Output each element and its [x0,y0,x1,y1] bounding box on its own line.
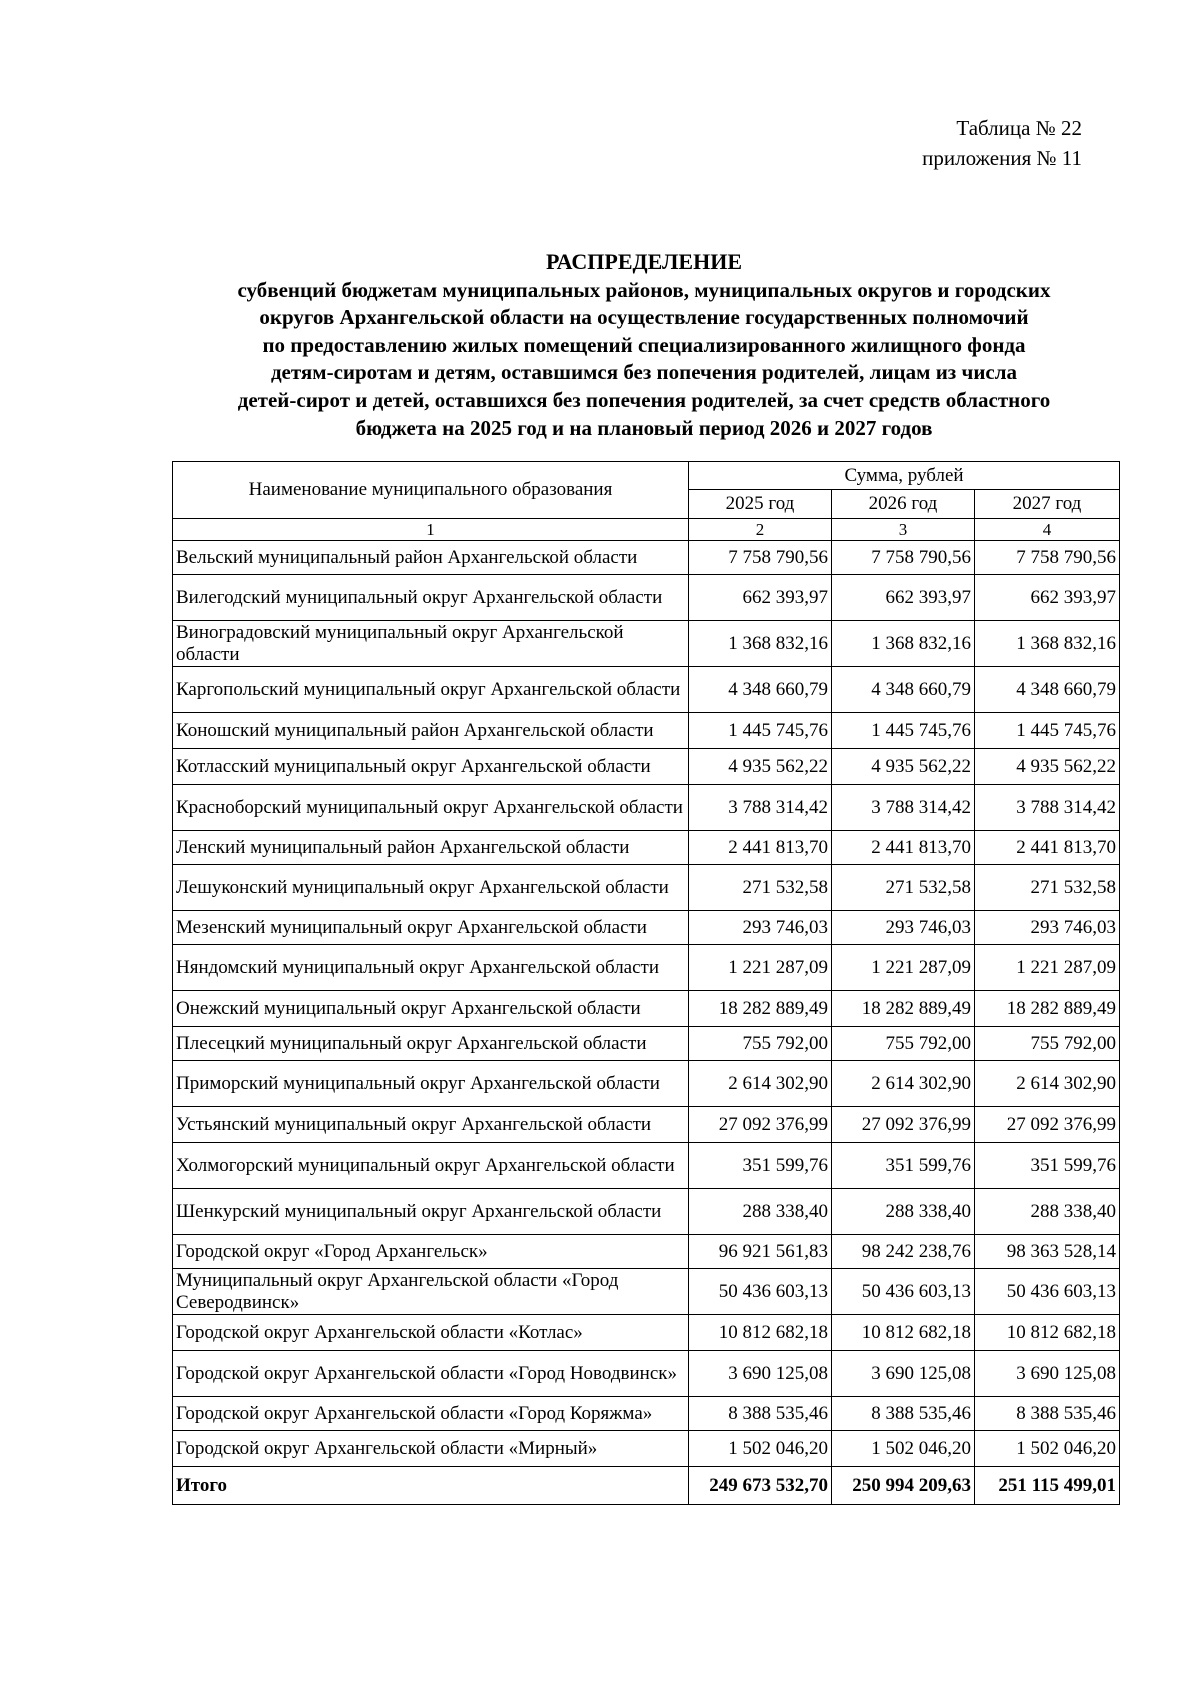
amount-2026: 7 758 790,56 [832,541,975,575]
municipality-name: Няндомский муниципальный округ Архангельской области [173,945,689,991]
table-row [173,1431,1120,1467]
amount-2027: 662 393,97 [975,575,1120,621]
amount-2027: 98 363 528,14 [975,1235,1120,1269]
amount-2025: 1 368 832,16 [689,621,832,667]
table-row [173,1397,1120,1431]
table-reference [922,113,1082,173]
municipality-name: Вилегодский муниципальный округ Архангельской области [173,575,689,621]
table-row [173,1027,1120,1061]
total-amount-2026: 250 994 209,63 [832,1467,975,1505]
column-header-year: 2026 год [832,490,975,519]
amount-2027: 4 348 660,79 [975,667,1120,713]
amount-2025: 1 445 745,76 [689,713,832,749]
amount-2025: 2 614 302,90 [689,1061,832,1107]
table-row [173,667,1120,713]
municipality-name: Вельский муниципальный район Архангельской области [173,541,689,575]
table-row [173,575,1120,621]
table-row [173,713,1120,749]
amount-2025: 2 441 813,70 [689,831,832,865]
table-row [173,1351,1120,1397]
municipality-name: Лешуконский муниципальный округ Архангельской области [173,865,689,911]
amount-2027: 755 792,00 [975,1027,1120,1061]
table-row [173,911,1120,945]
total-row [173,1467,1120,1505]
table-row [173,541,1120,575]
amount-2026: 288 338,40 [832,1189,975,1235]
amount-2025: 288 338,40 [689,1189,832,1235]
municipality-name: Городской округ Архангельской области «Город Новодвинск» [173,1351,689,1397]
municipality-name: Приморский муниципальный округ Архангельской области [173,1061,689,1107]
amount-2027: 1 368 832,16 [975,621,1120,667]
amount-2026: 755 792,00 [832,1027,975,1061]
amount-2025: 10 812 682,18 [689,1315,832,1351]
amount-2025: 662 393,97 [689,575,832,621]
amount-2027: 3 690 125,08 [975,1351,1120,1397]
amount-2027: 271 532,58 [975,865,1120,911]
amount-2025: 1 502 046,20 [689,1431,832,1467]
municipality-name: Муниципальный округ Архангельской области «Город Северодвинск» [173,1269,689,1315]
amount-2026: 8 388 535,46 [832,1397,975,1431]
amount-2026: 18 282 889,49 [832,991,975,1027]
column-header-year: 2025 год [689,490,832,519]
table-row [173,749,1120,785]
table-row [173,1143,1120,1189]
table-row [173,1235,1120,1269]
amount-2026: 1 445 745,76 [832,713,975,749]
table-row [173,1107,1120,1143]
table-row [173,785,1120,831]
amount-2027: 50 436 603,13 [975,1269,1120,1315]
amount-2027: 18 282 889,49 [975,991,1120,1027]
amount-2027: 1 221 287,09 [975,945,1120,991]
table-row [173,1061,1120,1107]
title-line: бюджета на 2025 год и на плановый период 2026 и 2027 годов [355,415,933,440]
amount-2025: 293 746,03 [689,911,832,945]
amount-2025: 96 921 561,83 [689,1235,832,1269]
amount-2027: 2 614 302,90 [975,1061,1120,1107]
amount-2025: 7 758 790,56 [689,541,832,575]
amount-2027: 7 758 790,56 [975,541,1120,575]
column-index: 2 [689,519,832,541]
amount-2027: 2 441 813,70 [975,831,1120,865]
total-amount-2027: 251 115 499,01 [975,1467,1120,1505]
municipality-name: Устьянский муниципальный округ Архангельской области [173,1107,689,1143]
amount-2027: 10 812 682,18 [975,1315,1120,1351]
total-label: Итого [173,1467,689,1505]
table-body [173,541,1120,1505]
amount-2027: 8 388 535,46 [975,1397,1120,1431]
amount-2026: 662 393,97 [832,575,975,621]
municipality-name: Котласский муниципальный округ Архангельской области [173,749,689,785]
document-title [160,248,1128,442]
column-index: 4 [975,519,1120,541]
table-row [173,831,1120,865]
amount-2026: 27 092 376,99 [832,1107,975,1143]
amount-2027: 4 935 562,22 [975,749,1120,785]
amount-2026: 4 348 660,79 [832,667,975,713]
table-row [173,945,1120,991]
amount-2026: 98 242 238,76 [832,1235,975,1269]
amount-2027: 288 338,40 [975,1189,1120,1235]
amount-2025: 4 935 562,22 [689,749,832,785]
title-main: РАСПРЕДЕЛЕНИЕ [545,249,742,274]
amount-2025: 8 388 535,46 [689,1397,832,1431]
amount-2025: 27 092 376,99 [689,1107,832,1143]
table-row [173,865,1120,911]
amount-2027: 293 746,03 [975,911,1120,945]
title-line: субвенций бюджетам муниципальных районов, муниципальных округов и городских [237,277,1051,302]
municipality-name: Ленский муниципальный район Архангельской области [173,831,689,865]
appendix-number: приложения № 11 [922,146,1082,170]
municipality-name: Коношский муниципальный район Архангельской области [173,713,689,749]
column-header-sum: Сумма, рублей [689,462,1120,490]
amount-2025: 18 282 889,49 [689,991,832,1027]
municipality-name: Городской округ «Город Архангельск» [173,1235,689,1269]
municipality-name: Холмогорский муниципальный округ Архангельской области [173,1143,689,1189]
municipality-name: Городской округ Архангельской области «Котлас» [173,1315,689,1351]
column-index: 1 [173,519,689,541]
amount-2026: 3 690 125,08 [832,1351,975,1397]
amount-2025: 755 792,00 [689,1027,832,1061]
municipality-name: Онежский муниципальный округ Архангельской области [173,991,689,1027]
amount-2025: 1 221 287,09 [689,945,832,991]
municipality-name: Красноборский муниципальный округ Архангельской области [173,785,689,831]
amount-2027: 1 445 745,76 [975,713,1120,749]
title-line: округов Архангельской области на осуществление государственных полномочий [259,305,1029,330]
column-header-year: 2027 год [975,490,1120,519]
amount-2026: 1 502 046,20 [832,1431,975,1467]
municipality-name: Городской округ Архангельской области «Мирный» [173,1431,689,1467]
distribution-table [172,461,1120,1505]
amount-2027: 3 788 314,42 [975,785,1120,831]
municipality-name: Плесецкий муниципальный округ Архангельской области [173,1027,689,1061]
table-row [173,621,1120,667]
municipality-name: Городской округ Архангельской области «Город Коряжма» [173,1397,689,1431]
table-row [173,1269,1120,1315]
amount-2026: 4 935 562,22 [832,749,975,785]
amount-2026: 2 441 813,70 [832,831,975,865]
amount-2025: 4 348 660,79 [689,667,832,713]
amount-2026: 3 788 314,42 [832,785,975,831]
amount-2026: 50 436 603,13 [832,1269,975,1315]
amount-2025: 3 690 125,08 [689,1351,832,1397]
amount-2025: 3 788 314,42 [689,785,832,831]
amount-2026: 271 532,58 [832,865,975,911]
title-line: по предоставлению жилых помещений специализированного жилищного фонда [262,332,1026,357]
column-header-name: Наименование муниципального образования [173,462,689,519]
column-index: 3 [832,519,975,541]
municipality-name: Шенкурский муниципальный округ Архангельской области [173,1189,689,1235]
total-amount-2025: 249 673 532,70 [689,1467,832,1505]
amount-2026: 10 812 682,18 [832,1315,975,1351]
amount-2026: 351 599,76 [832,1143,975,1189]
title-line: детей-сирот и детей, оставшихся без попечения родителей, за счет средств областного [237,387,1051,412]
amount-2025: 50 436 603,13 [689,1269,832,1315]
amount-2027: 27 092 376,99 [975,1107,1120,1143]
amount-2025: 351 599,76 [689,1143,832,1189]
title-line: детям-сиротам и детям, оставшимся без попечения родителей, лицам из числа [270,360,1018,385]
table-row [173,1189,1120,1235]
amount-2026: 1 221 287,09 [832,945,975,991]
amount-2025: 271 532,58 [689,865,832,911]
table-row [173,991,1120,1027]
municipality-name: Каргопольский муниципальный округ Архангельской области [173,667,689,713]
table-number: Таблица № 22 [956,116,1082,140]
municipality-name: Виноградовский муниципальный округ Архангельской области [173,621,689,667]
amount-2027: 351 599,76 [975,1143,1120,1189]
table-row [173,1315,1120,1351]
amount-2026: 2 614 302,90 [832,1061,975,1107]
amount-2027: 1 502 046,20 [975,1431,1120,1467]
municipality-name: Мезенский муниципальный округ Архангельской области [173,911,689,945]
amount-2026: 1 368 832,16 [832,621,975,667]
amount-2026: 293 746,03 [832,911,975,945]
